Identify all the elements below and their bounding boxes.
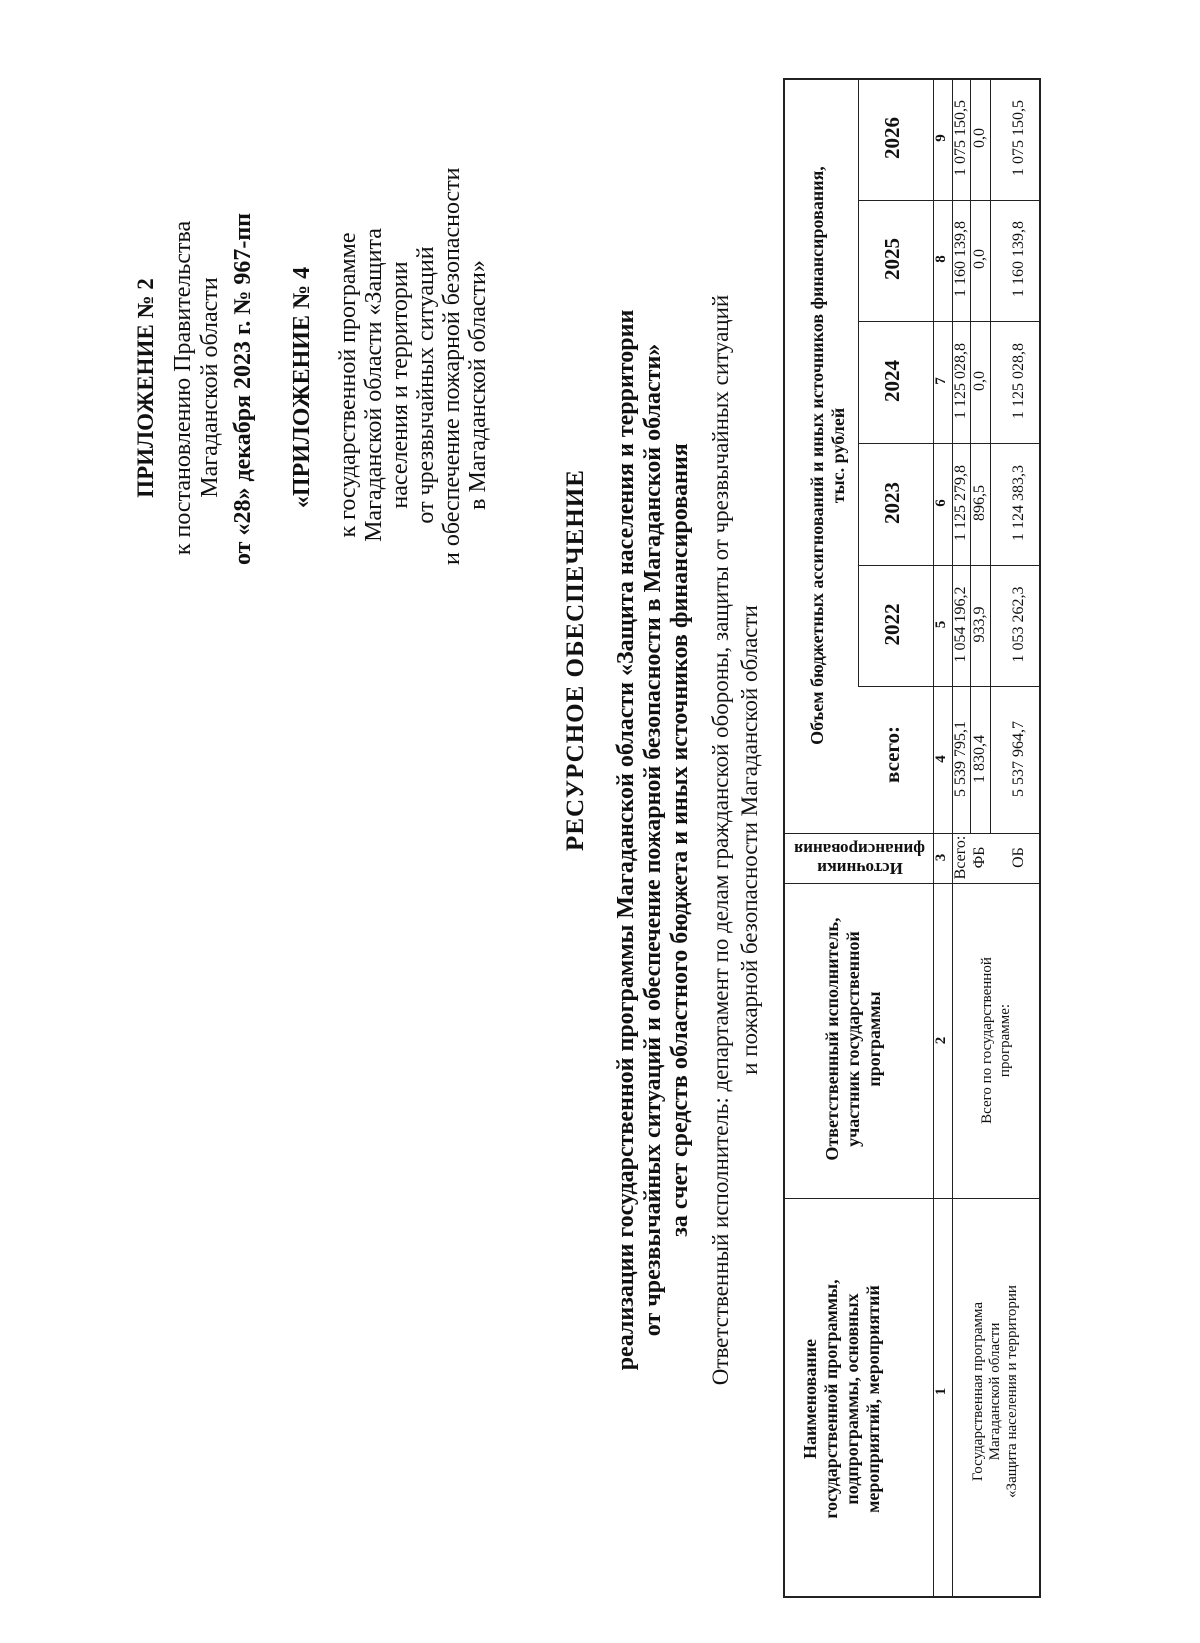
header-line: государственной программы,	[821, 1279, 841, 1519]
table-row-source: Всего:	[952, 835, 969, 880]
table-rule	[858, 78, 859, 686]
reference-line: Магаданской области «Защита	[361, 228, 387, 542]
reference-line: в Магаданской области»	[465, 260, 491, 510]
subtitle-line: реализации государственной программы Магаданской области «Защита населения и территории	[613, 309, 639, 1371]
column-header-volume	[807, 88, 849, 823]
cell-line: «Защита населения и территории	[1004, 1285, 1020, 1498]
appendix-heading: ПРИЛОЖЕНИЕ № 2	[133, 278, 158, 498]
table-cell-2025: 0,0	[971, 249, 988, 269]
table-cell-total: 5 537 964,7	[1010, 721, 1027, 797]
table-cell-2025: 1 160 139,8	[952, 221, 969, 297]
table-cell-2022: 933,9	[971, 606, 988, 643]
reference-line: и обеспечение пожарной безопасности	[439, 167, 465, 565]
header-line: Наименование	[800, 1339, 820, 1459]
table-cell-2026: 0,0	[971, 128, 988, 148]
subtitle-line: за счет средств областного бюджета и иных источников финансирования	[667, 443, 693, 1237]
table-cell-2026: 1 075 150,5	[952, 100, 969, 176]
table-cell-2026: 1 075 150,5	[1010, 100, 1027, 176]
column-header-2023: 2023	[880, 482, 904, 524]
header-line: тыс. рублей	[828, 407, 848, 504]
header-line: участник государственной	[843, 931, 863, 1147]
appendix-4-reference	[335, 167, 491, 565]
table-cell-2022: 1 053 262,3	[1010, 586, 1027, 663]
header-line: Источники	[817, 859, 903, 878]
column-number: 4	[933, 755, 949, 763]
reference-line: к государственной программе	[335, 232, 361, 538]
header-line: мероприятий, мероприятий	[863, 1285, 883, 1513]
column-number: 8	[933, 255, 949, 263]
column-number: 9	[933, 134, 949, 142]
column-number: 5	[933, 620, 949, 629]
table-border	[783, 78, 1041, 80]
column-header-total: всего:	[880, 726, 904, 784]
table-cell-2024: 1 125 028,8	[1010, 343, 1027, 419]
table-border	[1039, 78, 1041, 1598]
document-subtitle	[613, 145, 694, 1535]
header-line-3: от «28» декабря 2023 г. № 967-пп	[230, 212, 256, 566]
subtitle-line: от чрезвычайных ситуаций и обеспечение пожарной безопасности в Магаданской области»	[640, 343, 666, 1337]
document-title: РЕСУРСНОЕ ОБЕСПЕЧЕНИЕ	[562, 469, 589, 851]
column-number: 3	[933, 853, 949, 862]
column-header-2022: 2022	[880, 603, 904, 646]
header-line: программы	[864, 991, 884, 1087]
column-number: 2	[933, 1036, 949, 1045]
appendix-4-heading: «ПРИЛОЖЕНИЕ № 4	[289, 266, 315, 509]
program-name-cell	[970, 1200, 1021, 1583]
column-header-2024: 2024	[880, 360, 904, 402]
table-row-source: ОБ	[1010, 847, 1027, 868]
table-cell-2022: 1 054 196,2	[952, 586, 969, 663]
table-rule	[783, 883, 1041, 884]
reference-line: от чрезвычайных ситуаций	[413, 246, 439, 524]
table-row-source: ФБ	[971, 846, 988, 869]
responsible-line: и пожарной безопасности Магаданской области	[737, 605, 762, 1075]
table-border	[783, 1596, 1041, 1598]
table-border	[783, 78, 785, 1598]
table-cell-total: 1 830,4	[971, 735, 988, 783]
header-line-2: Магаданской области	[197, 277, 223, 498]
table-cell-2023: 1 124 383,3	[1010, 465, 1027, 541]
column-header-name	[800, 1215, 884, 1583]
table-cell-total: 5 539 795,1	[952, 721, 969, 797]
header-line: Объем бюджетных ассигнований и иных источников финансирования,	[807, 166, 827, 745]
table-cell-2023: 896,5	[971, 485, 988, 521]
table-cell-2024: 0,0	[971, 371, 988, 391]
column-header-executor	[822, 890, 885, 1188]
column-number: 7	[933, 377, 949, 385]
table-cell-2024: 1 125 028,8	[952, 343, 969, 419]
reference-line: населения и территории	[387, 261, 413, 509]
cell-line: Всего по государственной	[979, 957, 995, 1124]
responsible-line: Ответственный исполнитель: департамент по делам гражданской обороны, защиты от чрезвычайных ситуаций	[708, 294, 733, 1386]
column-header-2026: 2026	[880, 117, 904, 159]
column-header-2025: 2025	[880, 238, 904, 280]
column-number: 6	[933, 499, 949, 507]
table-cell-2023: 1 125 279,8	[952, 465, 969, 541]
cell-line: программе:	[997, 1003, 1013, 1078]
header-line: подпрограммы, основных	[842, 1293, 862, 1505]
table-rule	[783, 1198, 1041, 1199]
cell-line: Государственная программа	[970, 1301, 986, 1482]
header-line: финансирования	[794, 840, 925, 859]
table-cell-2025: 1 160 139,8	[1010, 221, 1027, 297]
program-executor-cell	[978, 885, 1014, 1196]
header-line: Ответственный исполнитель,	[822, 917, 842, 1161]
table-rule	[783, 833, 1041, 834]
cell-line: Магаданской области	[987, 1322, 1003, 1461]
column-number: 1	[933, 1387, 949, 1396]
responsible-executor	[706, 90, 764, 1590]
column-header-source	[795, 840, 925, 878]
header-line-1: к постановлению Правительства	[170, 220, 196, 556]
table-rule	[990, 78, 991, 833]
